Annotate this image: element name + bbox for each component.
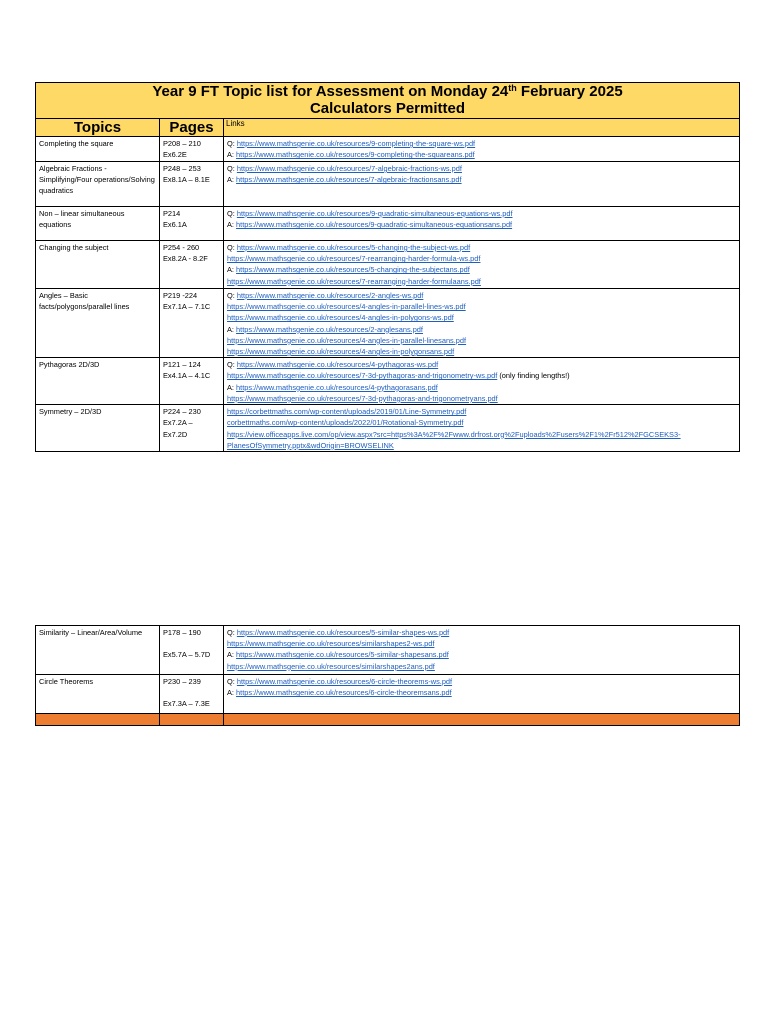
resource-link[interactable]: https://www.mathsgenie.co.uk/resources/9-completing-the-squareans.pdf (236, 150, 475, 160)
link-prefix: Q: (227, 677, 237, 686)
resource-link[interactable]: https://www.mathsgenie.co.uk/resources/2-anglesans.pdf (236, 324, 423, 334)
topic-cell: Algebraic Fractions - Simplifying/Four operations/Solving quadratics (36, 162, 160, 207)
title-line1-end: February 2025 (516, 83, 623, 100)
link-prefix: A: (227, 175, 237, 185)
link-line (227, 174, 736, 185)
table-row (36, 289, 740, 358)
topic-cell: Completing the square (36, 137, 160, 162)
pages-cell (160, 207, 224, 241)
resource-link[interactable]: https://www.mathsgenie.co.uk/resources/5-similar-shapes-ws.pdf (236, 628, 450, 637)
link-prefix: A: (227, 688, 237, 698)
pages-ref: Ex7.1A – 7.1C (163, 302, 211, 312)
link-line (227, 219, 736, 230)
link-line (227, 253, 736, 264)
accent-cell (36, 714, 160, 726)
pages-cell (160, 137, 224, 162)
links-cell (224, 289, 740, 358)
resource-link[interactable]: https://www.mathsgenie.co.uk/resources/4-angles-in-polygons-ws.pdf (227, 313, 454, 323)
link-line (227, 264, 736, 275)
pages-ref: Ex7.2D (163, 429, 188, 439)
pages-ref: P214 (163, 209, 181, 218)
topic-cell: Changing the subject (36, 241, 160, 289)
resource-link[interactable]: https://corbettmaths.com/wp-content/uploads/2019/01/Line-Symmetry.pdf (227, 407, 467, 417)
topic-cell: Non – linear simultaneous equations (36, 207, 160, 241)
resource-link[interactable]: https://www.mathsgenie.co.uk/resources/7-3d-pythagoras-and-trigonometry-ws.pdf (227, 371, 498, 381)
resource-link[interactable]: https://www.mathsgenie.co.uk/resources/similarshapes2-ws.pdf (227, 639, 435, 649)
resource-link[interactable]: https://view.officeapps.live.com/op/view.aspx?src=https%3A%2F%2Fwww.drfrost.org%2Fuploads%2Fusers%2F1%2Fr512%2FGCSEKS3- (227, 429, 681, 439)
resource-link[interactable]: https://www.mathsgenie.co.uk/resources/9-completing-the-square-ws.pdf (236, 139, 476, 148)
link-prefix: A: (227, 324, 237, 334)
pages-ref: P224 – 230 (163, 407, 201, 417)
pages-cell (160, 358, 224, 405)
pages-ref: Ex7.2A – (163, 418, 193, 428)
pages-cell (160, 626, 224, 675)
link-prefix: Q: (227, 628, 237, 637)
accent-cell (224, 714, 740, 726)
table-row (36, 626, 740, 675)
header-links: Links (224, 119, 740, 137)
link-line (227, 242, 736, 253)
link-prefix: A: (227, 150, 237, 160)
header-pages: Pages (160, 119, 224, 137)
table-row (36, 675, 740, 714)
resource-link[interactable]: https://www.mathsgenie.co.uk/resources/4-angles-in-polygonsans.pdf (227, 347, 455, 357)
resource-link[interactable]: https://www.mathsgenie.co.uk/resources/9-quadratic-simultaneous-equationsans.pdf (236, 220, 513, 230)
accent-cell (160, 714, 224, 726)
topic-cell: Symmetry – 2D/3D (36, 405, 160, 452)
resource-link[interactable]: https://www.mathsgenie.co.uk/resources/4-angles-in-parallel-linesans.pdf (227, 335, 467, 345)
pages-cell (160, 162, 224, 207)
table-row (36, 162, 740, 207)
link-line (227, 440, 736, 451)
link-line (227, 208, 736, 219)
accent-row (36, 714, 740, 726)
pages-ref: P248 – 253 (163, 164, 201, 173)
title-row (36, 83, 740, 119)
resource-link[interactable]: https://www.mathsgenie.co.uk/resources/7-rearranging-harder-formulaans.pdf (227, 276, 481, 286)
pages-ref (163, 687, 220, 698)
link-line (227, 382, 736, 393)
link-line (227, 638, 736, 649)
resource-link[interactable]: https://www.mathsgenie.co.uk/resources/2-angles-ws.pdf (236, 291, 424, 300)
link-line (227, 359, 736, 370)
title-line2: Calculators Permitted (309, 99, 466, 117)
link-prefix: A: (227, 382, 237, 392)
link-line (227, 138, 736, 149)
link-line (227, 661, 736, 672)
resource-link[interactable]: https://www.mathsgenie.co.uk/resources/7-algebraic-fractions-ws.pdf (236, 164, 462, 173)
link-line (227, 163, 736, 174)
link-line (227, 301, 736, 312)
link-line (227, 370, 736, 381)
resource-link[interactable]: https://www.mathsgenie.co.uk/resources/6-circle-theoremsans.pdf (236, 688, 452, 698)
table-row (36, 137, 740, 162)
resource-link[interactable]: https://www.mathsgenie.co.uk/resources/5-changing-the-subject-ws.pdf (236, 243, 471, 252)
resource-link[interactable]: PlanesOfSymmetry.pptx&wdOrigin=BROWSELINK (227, 440, 394, 450)
resource-link[interactable]: https://www.mathsgenie.co.uk/resources/6-circle-theorems-ws.pdf (236, 677, 453, 686)
links-cell (224, 162, 740, 207)
link-line (227, 324, 736, 335)
links-cell (224, 675, 740, 714)
title-superscript: th (508, 83, 517, 93)
links-cell (224, 358, 740, 405)
links-cell (224, 405, 740, 452)
pages-ref: Ex6.1A (163, 220, 187, 230)
pages-ref: Ex8.1A – 8.1E (163, 175, 210, 185)
pages-ref: Ex8.2A - 8.2F (163, 254, 208, 264)
link-line (227, 346, 736, 357)
title-line1: Year 9 FT Topic list for Assessment on Monday 24 (152, 83, 509, 100)
pages-cell (160, 675, 224, 714)
topic-cell: Circle Theorems (36, 675, 160, 714)
page-title (36, 83, 740, 119)
link-note: (only finding lengths!) (497, 371, 570, 381)
link-line (227, 276, 736, 287)
link-line (227, 393, 736, 404)
link-prefix: Q: (227, 209, 237, 218)
table-row (36, 241, 740, 289)
link-prefix: Q: (227, 291, 237, 300)
resource-link[interactable]: https://www.mathsgenie.co.uk/resources/9-quadratic-simultaneous-equations-ws.pdf (236, 209, 513, 218)
resource-link[interactable]: https://www.mathsgenie.co.uk/resources/7-algebraic-fractionsans.pdf (236, 175, 462, 185)
topic-cell: Similarity – Linear/Area/Volume (36, 626, 160, 675)
pages-ref: P178 – 190 (163, 628, 201, 637)
link-line (227, 312, 736, 323)
pages-ref: P219 -224 (163, 291, 198, 300)
link-prefix: Q: (227, 243, 237, 252)
pages-cell (160, 405, 224, 452)
link-prefix: A: (227, 265, 237, 275)
links-cell (224, 137, 740, 162)
resource-link[interactable]: https://www.mathsgenie.co.uk/resources/5-similar-shapesans.pdf (236, 650, 449, 660)
link-prefix: A: (227, 650, 237, 660)
link-line (227, 149, 736, 160)
link-prefix: Q: (227, 139, 237, 148)
link-line (227, 676, 736, 687)
pages-ref: Ex5.7A – 5.7D (163, 650, 211, 660)
link-line (227, 335, 736, 346)
link-line (227, 406, 736, 417)
link-line (227, 290, 736, 301)
resource-link[interactable]: https://www.mathsgenie.co.uk/resources/7-3d-pythagoras-and-trigonometryans.pdf (227, 393, 498, 403)
link-prefix: Q: (227, 360, 237, 370)
header-row (36, 119, 740, 137)
topic-table (35, 82, 740, 452)
pages-ref: P230 – 239 (163, 677, 201, 686)
topic-cell: Angles – Basic facts/polygons/parallel lines (36, 289, 160, 358)
link-prefix: A: (227, 220, 237, 230)
pages-ref: Ex7.3A – 7.3E (163, 699, 210, 709)
resource-link[interactable]: https://www.mathsgenie.co.uk/resources/4-angles-in-parallel-lines-ws.pdf (227, 302, 466, 312)
link-line (227, 687, 736, 698)
links-cell (224, 207, 740, 241)
table-row (36, 207, 740, 241)
links-cell (224, 626, 740, 675)
link-line (227, 417, 736, 428)
resource-link[interactable]: https://www.mathsgenie.co.uk/resources/7-rearranging-harder-formula-ws.pdf (227, 254, 481, 264)
resource-link[interactable]: https://www.mathsgenie.co.uk/resources/similarshapes2ans.pdf (227, 661, 435, 671)
link-line (227, 649, 736, 660)
table-row (36, 405, 740, 452)
topic-cell: Pythagoras 2D/3D (36, 358, 160, 405)
link-prefix: Q: (227, 164, 237, 173)
resource-link[interactable]: https://www.mathsgenie.co.uk/resources/5-changing-the-subjectans.pdf (236, 265, 470, 275)
pages-ref: P208 – 210 (163, 139, 201, 148)
header-topics: Topics (36, 119, 160, 137)
resource-link[interactable]: https://www.mathsgenie.co.uk/resources/4-pythagoras-ws.pdf (236, 360, 439, 370)
pages-ref: Ex4.1A – 4.1C (163, 371, 211, 381)
resource-link[interactable]: corbettmaths.com/wp-content/uploads/2022/01/Rotational-Symmetry.pdf (227, 418, 464, 428)
topic-table-continued (35, 625, 740, 726)
pages-cell (160, 241, 224, 289)
links-cell (224, 241, 740, 289)
pages-ref: P254 - 260 (163, 243, 200, 252)
pages-ref: Ex6.2E (163, 150, 187, 160)
pages-ref (163, 638, 220, 649)
link-line (227, 429, 736, 440)
table-row (36, 358, 740, 405)
pages-cell (160, 289, 224, 358)
link-line (227, 627, 736, 638)
resource-link[interactable]: https://www.mathsgenie.co.uk/resources/4-pythagorasans.pdf (236, 382, 438, 392)
pages-ref: P121 – 124 (163, 360, 201, 370)
